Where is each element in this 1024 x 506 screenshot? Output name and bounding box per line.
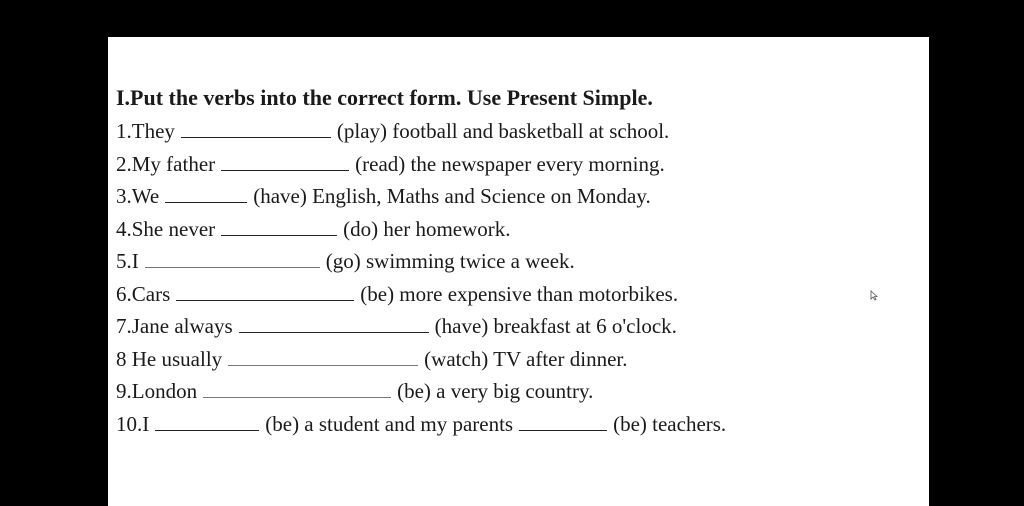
- exercise-item: [116, 375, 726, 408]
- answer-blank[interactable]: [519, 413, 607, 431]
- exercise-heading: I.Put the verbs into the correct form. Use Present Simple.: [116, 85, 653, 110]
- item-subject: I: [131, 249, 139, 273]
- exercise-item: [116, 148, 726, 181]
- item-number: 9.: [116, 379, 132, 403]
- item-prompt-end: (be) teachers.: [613, 411, 727, 436]
- item-number: 8: [116, 346, 132, 371]
- item-subject: Cars: [131, 281, 171, 306]
- item-number: 5.: [116, 249, 132, 273]
- worksheet: [116, 81, 726, 440]
- document-page: [108, 37, 929, 506]
- item-prompt: (go) swimming twice a week.: [325, 249, 575, 273]
- answer-blank[interactable]: [145, 250, 320, 268]
- item-subject: We: [131, 184, 160, 208]
- item-number: 4.: [116, 216, 132, 241]
- exercise-item: [116, 408, 726, 441]
- item-prompt: (have) English, Maths and Science on Monday.: [253, 184, 651, 208]
- item-number: 6.: [116, 281, 132, 306]
- item-prompt: (play) football and basketball at school.: [336, 119, 670, 143]
- item-prompt: (have) breakfast at 6 o'clock.: [434, 314, 677, 338]
- exercise-item: [116, 343, 726, 376]
- answer-blank[interactable]: [203, 380, 391, 398]
- item-prompt: (do) her homework.: [343, 216, 511, 241]
- item-subject: They: [131, 119, 175, 143]
- answer-blank[interactable]: [165, 185, 247, 203]
- item-subject: She never: [131, 216, 216, 241]
- item-prompt: (be) more expensive than motorbikes.: [360, 281, 679, 306]
- mouse-pointer-icon: [870, 290, 878, 301]
- item-subject: Jane always: [131, 314, 233, 338]
- answer-blank[interactable]: [221, 218, 337, 236]
- item-prompt: (be) a very big country.: [397, 379, 594, 403]
- item-number: 1.: [116, 119, 132, 143]
- exercise-item: [116, 310, 726, 343]
- item-subject: London: [131, 379, 198, 403]
- exercise-item: [116, 245, 726, 278]
- item-prompt: (read) the newspaper every morning.: [355, 151, 665, 176]
- item-number: 7.: [116, 314, 132, 338]
- exercise-item: [116, 213, 726, 246]
- exercise-item: [116, 115, 726, 148]
- item-subject: My father: [131, 151, 216, 176]
- exercise-list: [116, 115, 726, 440]
- item-number: 10.: [116, 411, 143, 436]
- exercise-item: [116, 180, 726, 213]
- answer-blank[interactable]: [221, 153, 349, 171]
- item-subject: He usually: [131, 346, 223, 371]
- item-number: 2.: [116, 151, 132, 176]
- answer-blank[interactable]: [176, 283, 354, 301]
- item-number: 3.: [116, 184, 132, 208]
- answer-blank[interactable]: [239, 315, 429, 333]
- item-prompt: (watch) TV after dinner.: [424, 346, 628, 371]
- answer-blank[interactable]: [181, 120, 331, 138]
- item-subject: I: [142, 411, 150, 436]
- exercise-item: [116, 278, 726, 311]
- item-prompt: (be) a student and my parents: [265, 411, 514, 436]
- answer-blank[interactable]: [228, 348, 418, 366]
- answer-blank[interactable]: [155, 413, 259, 431]
